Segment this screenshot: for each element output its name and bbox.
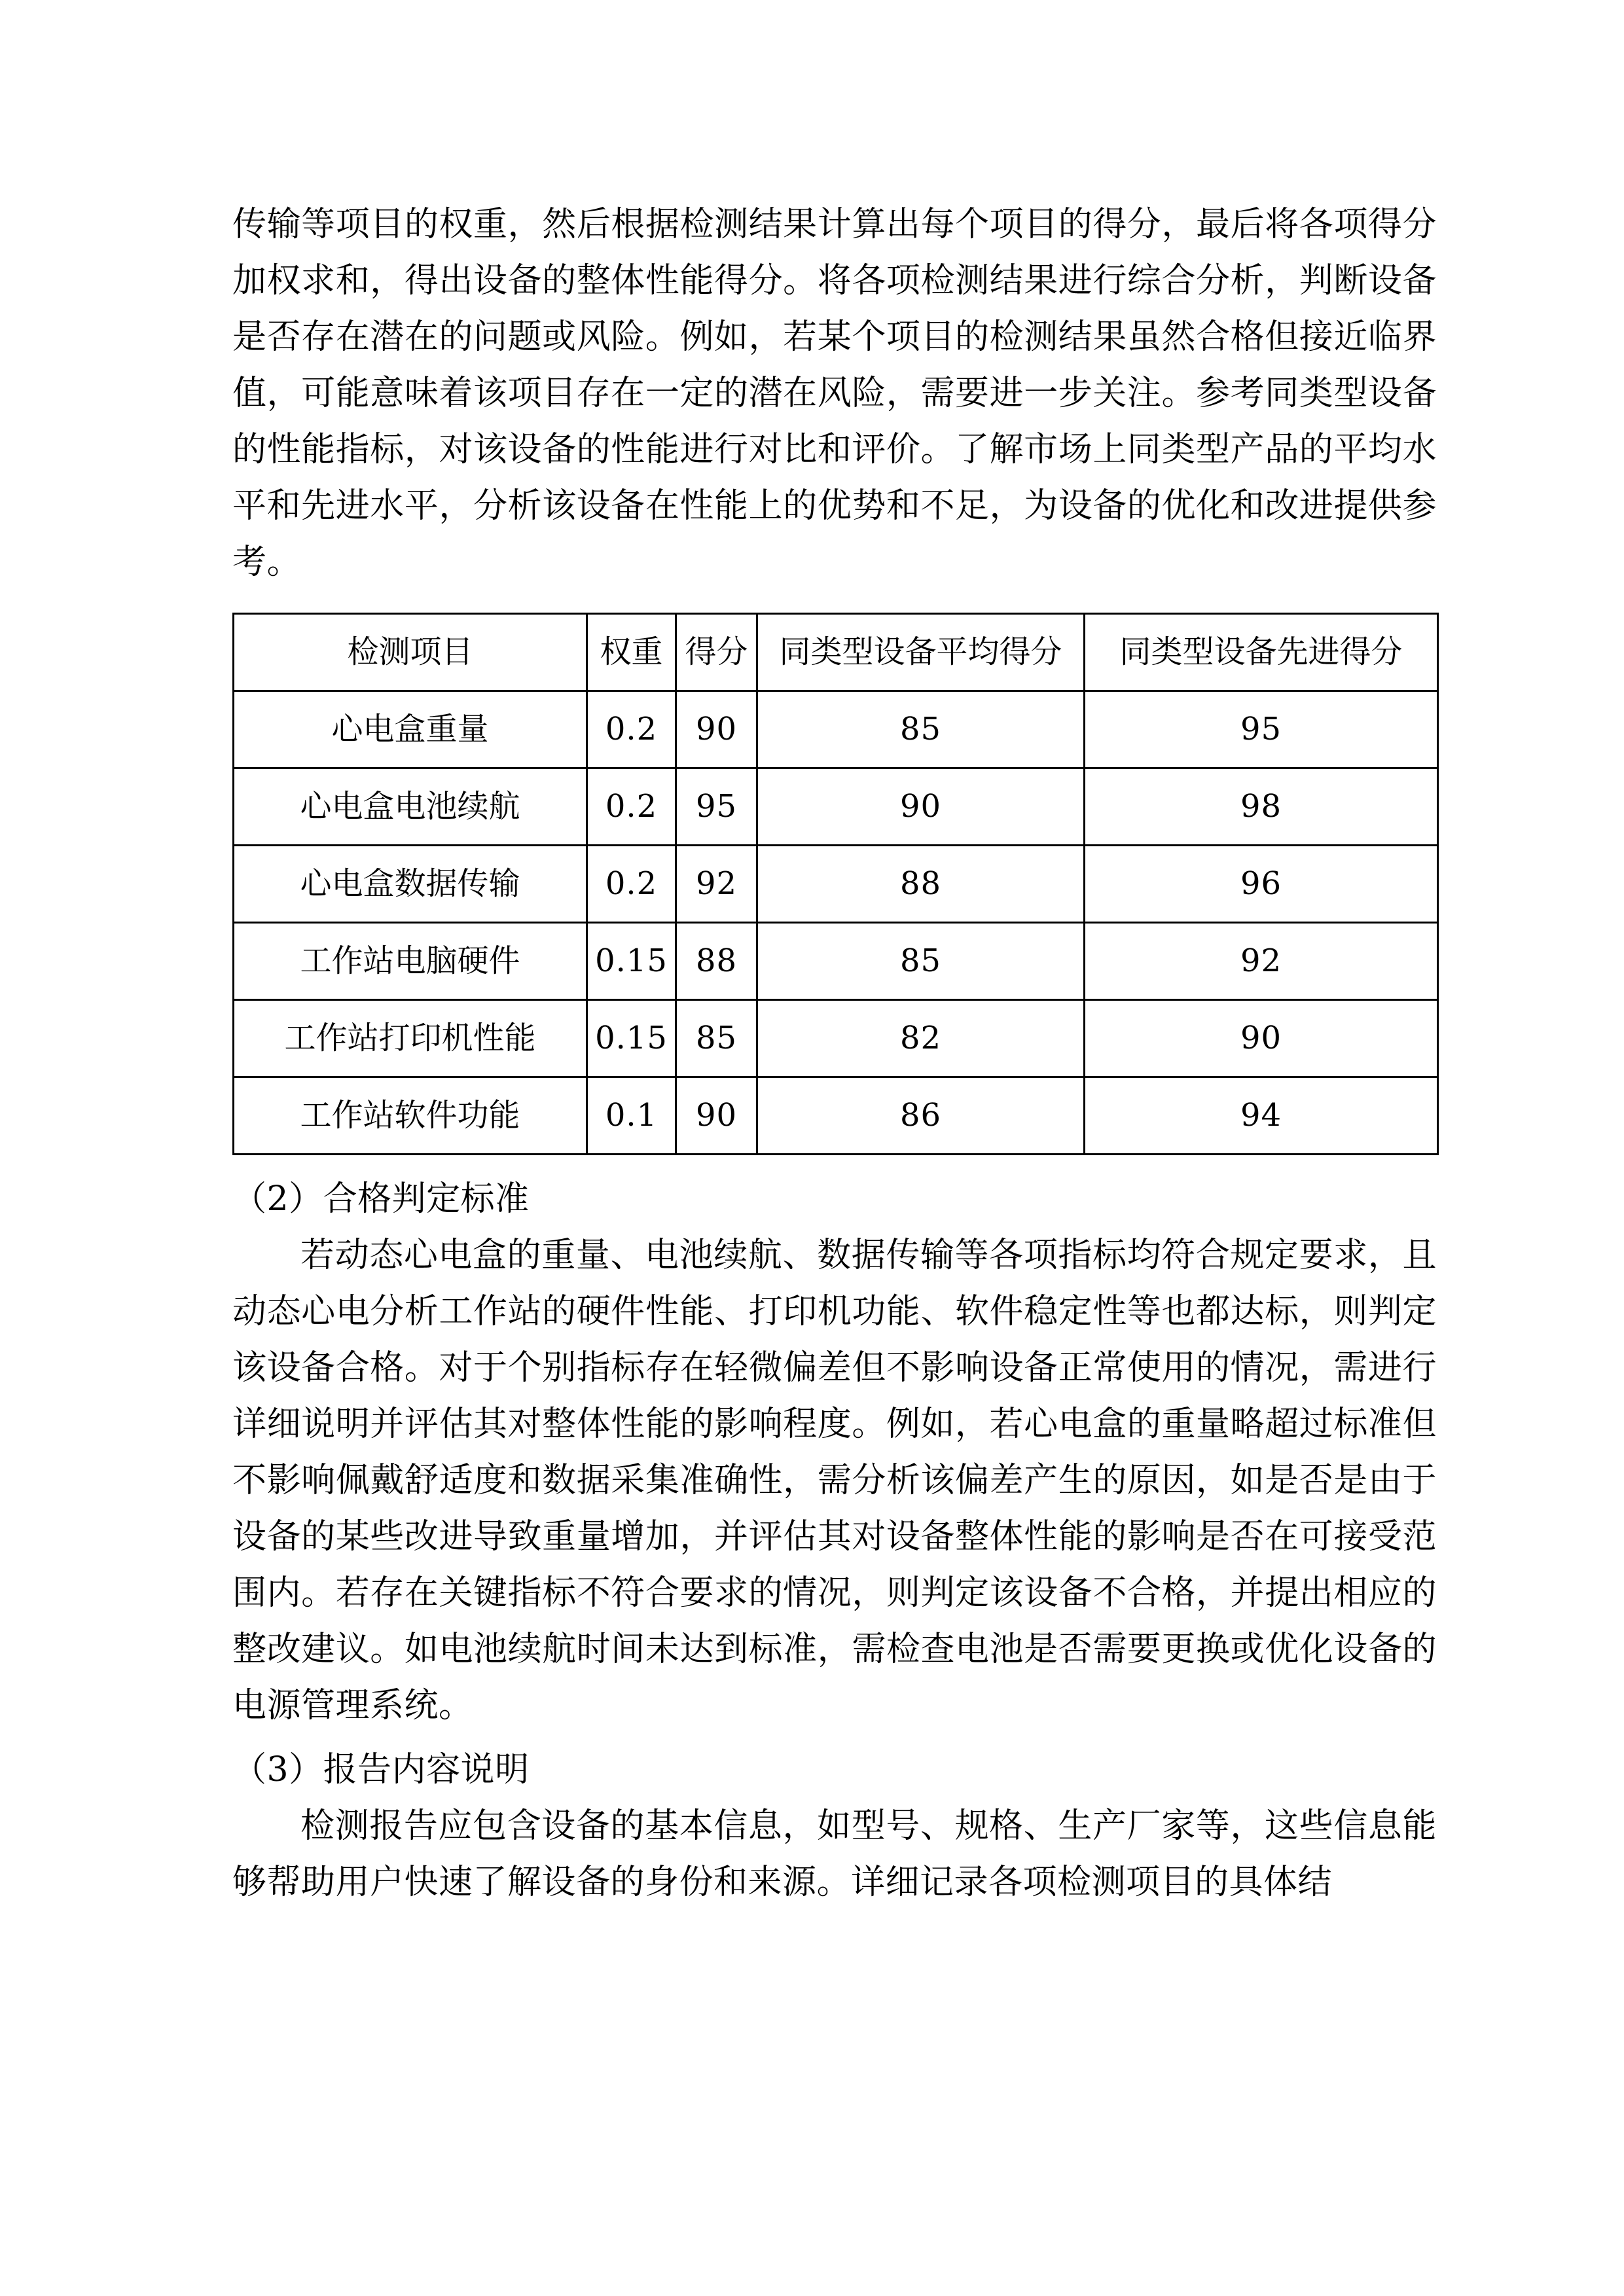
cell-average: 90 [757,768,1085,846]
cell-item: 工作站电脑硬件 [234,923,587,1000]
cell-weight: 0.2 [587,691,676,768]
column-header-weight: 权重 [587,614,676,691]
table-row [234,691,1438,768]
section-spacer [232,1734,1437,1742]
cell-weight: 0.2 [587,846,676,923]
cell-item: 心电盒电池续航 [234,768,587,846]
section-heading-3: （3）报告内容说明 [232,1750,530,1789]
column-header-score: 得分 [676,614,757,691]
cell-item: 心电盒数据传输 [234,846,587,923]
cell-score: 85 [676,1000,757,1077]
cell-advanced: 94 [1085,1077,1438,1155]
cell-score: 88 [676,923,757,1000]
column-header-item: 检测项目 [234,614,587,691]
table-header-row [234,614,1438,691]
detection-scores-table [232,613,1439,1155]
cell-weight: 0.1 [587,1077,676,1155]
cell-average: 82 [757,1000,1085,1077]
cell-advanced: 95 [1085,691,1438,768]
cell-score: 95 [676,768,757,846]
section-body-2: 若动态心电盒的重量、电池续航、数据传输等各项指标均符合规定要求，且动态心电分析工作站的硬件性能、打印机功能、软件稳定性等也都达标，则判定该设备合格。对于个别指标存在轻微偏差但不影响设备正常使用的情况，需进行详细说明并评估其对整体性能的影响程度。例如，若心电盒的重量略超过标准但不影响佩戴舒适度和数据采集准确性，需分析该偏差产生的原因，如是否是由于设备的某些改进导致重量增加，并评估其对设备整体性能的影响是否在可接受范围内。若存在关键指标不符合要求的情况，则判定该设备不合格，并提出相应的整改建议。如电池续航时间未达到标准，需检查电池是否需要更换或优化设备的电源管理系统。 [232,1236,1437,1725]
column-header-average-score: 同类型设备平均得分 [757,614,1085,691]
cell-weight: 0.15 [587,923,676,1000]
cell-advanced: 96 [1085,846,1438,923]
cell-weight: 0.2 [587,768,676,846]
cell-average: 85 [757,923,1085,1000]
section-heading-2: （2）合格判定标准 [232,1179,530,1219]
cell-weight: 0.15 [587,1000,676,1077]
table-row [234,923,1438,1000]
table-row [234,846,1438,923]
paragraph-continuation: 传输等项目的权重，然后根据检测结果计算出每个项目的得分，最后将各项得分加权求和，得出设备的整体性能得分。将各项检测结果进行综合分析，判断设备是否存在潜在的问题或风险。例如，若某个项目的检测结果虽然合格但接近临界值，可能意味着该项目存在一定的潜在风险，需要进一步关注。参考同类型设备的性能指标，对该设备的性能进行对比和评价。了解市场上同类型产品的平均水平和先进水平，分析该设备在性能上的优势和不足，为设备的优化和改进提供参考。 [232,205,1437,582]
section-body-3: 检测报告应包含设备的基本信息，如型号、规格、生产厂家等，这些信息能够帮助用户快速了解设备的身份和来源。详细记录各项检测项目的具体结 [232,1806,1437,1902]
cell-average: 86 [757,1077,1085,1155]
cell-score: 92 [676,846,757,923]
cell-item: 心电盒重量 [234,691,587,768]
column-header-advanced-score: 同类型设备先进得分 [1085,614,1438,691]
cell-item: 工作站软件功能 [234,1077,587,1155]
cell-advanced: 98 [1085,768,1438,846]
cell-item: 工作站打印机性能 [234,1000,587,1077]
cell-score: 90 [676,691,757,768]
cell-advanced: 90 [1085,1000,1438,1077]
cell-score: 90 [676,1077,757,1155]
cell-average: 88 [757,846,1085,923]
table-row [234,1077,1438,1155]
table-row [234,1000,1438,1077]
cell-advanced: 92 [1085,923,1438,1000]
table-row [234,768,1438,846]
cell-average: 85 [757,691,1085,768]
page-content [232,196,1437,1910]
